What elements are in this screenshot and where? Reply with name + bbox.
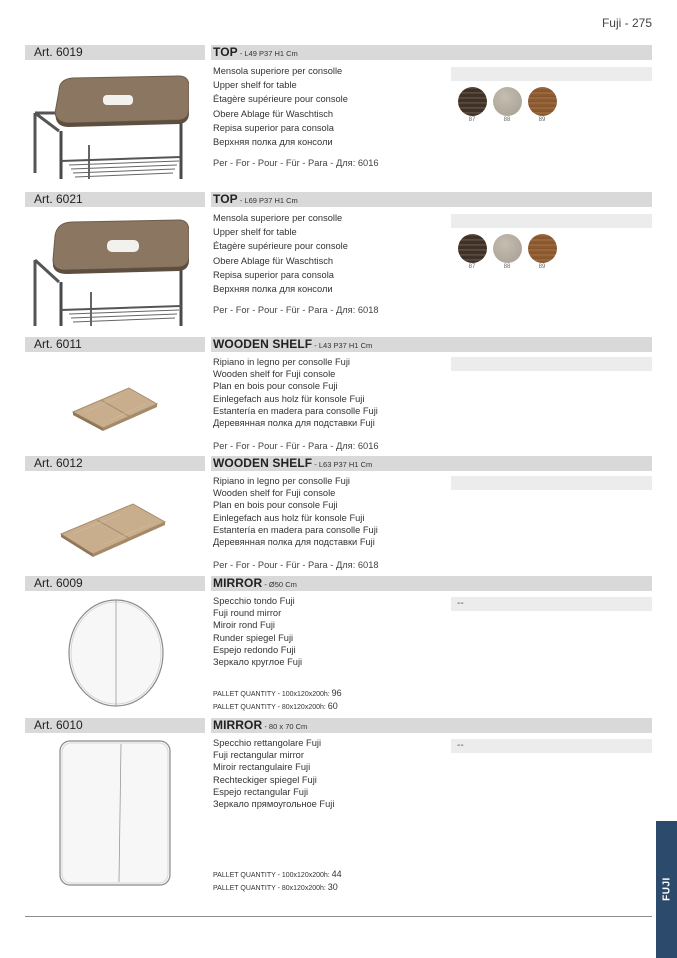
pallet-qty: 60 (327, 700, 338, 711)
product-title-bar (211, 45, 652, 60)
desc-line: Einlegefach aus holz für konsole Fuji (213, 393, 365, 404)
finish-code: 89 (538, 264, 546, 270)
desc-line: Repisa superior para consola (213, 269, 334, 280)
article-number: Art. 6019 (25, 45, 205, 60)
finish-code: 87 (468, 264, 476, 270)
finish-bar (451, 597, 652, 611)
product-description (213, 356, 453, 451)
desc-line: Miroir rond Fuji (213, 620, 275, 631)
page-number: Fuji - 275 (601, 16, 652, 30)
finish-bar (451, 476, 652, 490)
desc-line: Espejo redondo Fuji (213, 644, 296, 655)
desc-line: Деревянная полка для подставки Fuji (213, 418, 375, 429)
product-title-bar (211, 192, 652, 207)
product-title-bar (211, 456, 652, 471)
desc-line: Верхняя полка для консоли (213, 137, 333, 148)
finish-bar (451, 739, 652, 753)
footer-divider (25, 916, 652, 917)
desc-line: Зеркало круглое Fuji (213, 657, 303, 668)
finish-color-dot (458, 234, 487, 263)
desc-line: Obere Ablage für Waschtisch (213, 108, 334, 119)
product-dimensions: - Ø50 Cm (262, 580, 297, 589)
rectangular-mirror-image (59, 740, 171, 891)
pallet-qty: 44 (331, 869, 342, 879)
desc-line: Mensola superiore per consolle (213, 66, 343, 76)
product-dimensions: - 80 x 70 Cm (262, 722, 308, 731)
finish-color-dot (528, 234, 557, 263)
pallet-line (213, 688, 342, 701)
product-title-bar (211, 576, 652, 591)
desc-line: Plan en bois pour console Fuji (213, 381, 338, 392)
top-shelf-console-image (29, 214, 189, 331)
finish-swatch[interactable] (492, 234, 522, 270)
finish-code: 87 (468, 117, 476, 123)
pallet-label: PALLET QUANTITY - 80x120x200h: (213, 884, 328, 892)
desc-line: Деревянная полка для подставки Fuji (213, 537, 375, 548)
article-number: Art. 6012 (25, 456, 205, 471)
finish-swatches (457, 234, 557, 270)
pallet-label: PALLET QUANTITY - 80x120x200h: (213, 703, 328, 711)
finish-bar (451, 357, 652, 371)
desc-line: Ripiano in legno per consolle Fuji (213, 357, 350, 367)
product-dimensions: - L43 P37 H1 Cm (312, 341, 373, 350)
article-number: Art. 6011 (25, 337, 205, 352)
compatible-with: Per - For - Pour - Für - Para - Для: 6018 (213, 560, 379, 571)
product-title: TOP (213, 45, 238, 59)
finish-bar (451, 214, 652, 228)
product-title: MIRROR (213, 718, 263, 732)
finish-color-dot (493, 87, 522, 116)
wooden-shelf-image (71, 382, 161, 437)
desc-line: Étagère supérieure pour console (213, 94, 348, 105)
desc-line: Specchio tondo Fuji (213, 596, 295, 606)
section-tab-label: FUJI (661, 877, 672, 901)
product-dimensions: - L63 P37 H1 Cm (312, 460, 373, 469)
compatible-with: Per - For - Pour - Für - Para - Для: 6016 (213, 158, 379, 169)
product-dimensions: - L69 P37 H1 Cm (237, 196, 298, 205)
desc-line: Plan en bois pour console Fuji (213, 500, 338, 511)
article-number: Art. 6021 (25, 192, 205, 207)
product-6021 (25, 192, 652, 327)
finish-none: -- (457, 740, 464, 751)
product-title: MIRROR (213, 576, 263, 590)
product-6009 (25, 576, 652, 711)
desc-line: Miroir rectangulaire Fuji (213, 762, 311, 773)
product-6019 (25, 45, 652, 180)
desc-line: Fuji rectangular mirror (213, 750, 304, 761)
desc-line: Fuji round mirror (213, 608, 282, 619)
product-description (213, 211, 453, 315)
desc-line: Einlegefach aus holz für konsole Fuji (213, 512, 365, 523)
finish-swatches (457, 87, 557, 123)
desc-line: Espejo rectangular Fuji (213, 786, 309, 797)
pallet-quantities (213, 869, 342, 894)
desc-line: Étagère supérieure pour console (213, 241, 348, 252)
product-title-bar (211, 718, 652, 733)
pallet-qty: 96 (331, 688, 342, 698)
desc-line: Rechteckiger spiegel Fuji (213, 774, 317, 785)
compatible-with: Per - For - Pour - Für - Para - Для: 6018 (213, 305, 379, 316)
product-title-bar (211, 337, 652, 352)
desc-line: Runder spiegel Fuji (213, 632, 294, 643)
product-dimensions: - L49 P37 H1 Cm (237, 49, 298, 58)
desc-line: Upper shelf for table (213, 227, 297, 238)
pallet-line (213, 701, 342, 714)
product-description (213, 475, 453, 570)
finish-swatch[interactable] (527, 87, 557, 123)
desc-line: Upper shelf for table (213, 80, 297, 91)
desc-line: Wooden shelf for Fuji console (213, 488, 336, 499)
finish-swatch[interactable] (527, 234, 557, 270)
pallet-label: PALLET QUANTITY - 100x120x200h: (213, 691, 332, 698)
round-mirror-image (67, 598, 165, 713)
article-number: Art. 6009 (25, 576, 205, 591)
compatible-with: Per - For - Pour - Für - Para - Для: 6016 (213, 441, 379, 452)
wooden-shelf-image (59, 500, 169, 563)
top-shelf-console-image (29, 73, 189, 184)
article-number: Art. 6010 (25, 718, 205, 733)
pallet-qty: 30 (327, 881, 338, 892)
finish-code: 88 (503, 117, 511, 123)
desc-line: Верхняя полка для консоли (213, 284, 333, 295)
finish-swatch[interactable] (457, 234, 487, 270)
finish-swatch[interactable] (492, 87, 522, 123)
product-title: WOODEN SHELF (213, 456, 313, 470)
section-tab[interactable] (656, 821, 677, 958)
product-6010 (25, 718, 652, 898)
desc-line: Зеркало прямоугольное Fuji (213, 799, 335, 810)
finish-bar (451, 67, 652, 81)
desc-line: Repisa superior para consola (213, 122, 334, 133)
desc-line: Specchio rettangolare Fuji (213, 738, 322, 748)
pallet-label: PALLET QUANTITY - 100x120x200h: (213, 872, 332, 879)
pallet-line (213, 869, 342, 882)
finish-color-dot (528, 87, 557, 116)
product-description (213, 64, 453, 168)
desc-line: Obere Ablage für Waschtisch (213, 255, 334, 266)
finish-color-dot (493, 234, 522, 263)
product-description (213, 595, 453, 668)
finish-color-dot (458, 87, 487, 116)
desc-line: Wooden shelf for Fuji console (213, 369, 336, 380)
product-title: TOP (213, 192, 238, 206)
product-6011 (25, 337, 652, 452)
pallet-line (213, 882, 342, 895)
product-description (213, 737, 453, 810)
product-title: WOODEN SHELF (213, 337, 313, 351)
finish-code: 89 (538, 117, 546, 123)
finish-none: -- (457, 598, 464, 609)
desc-line: Ripiano in legno per consolle Fuji (213, 476, 350, 486)
desc-line: Estantería en madera para consolle Fuji (213, 524, 378, 535)
product-6012 (25, 456, 652, 571)
desc-line: Estantería en madera para consolle Fuji (213, 405, 378, 416)
finish-code: 88 (503, 264, 511, 270)
pallet-quantities (213, 688, 342, 713)
desc-line: Mensola superiore per consolle (213, 213, 343, 223)
finish-swatch[interactable] (457, 87, 487, 123)
